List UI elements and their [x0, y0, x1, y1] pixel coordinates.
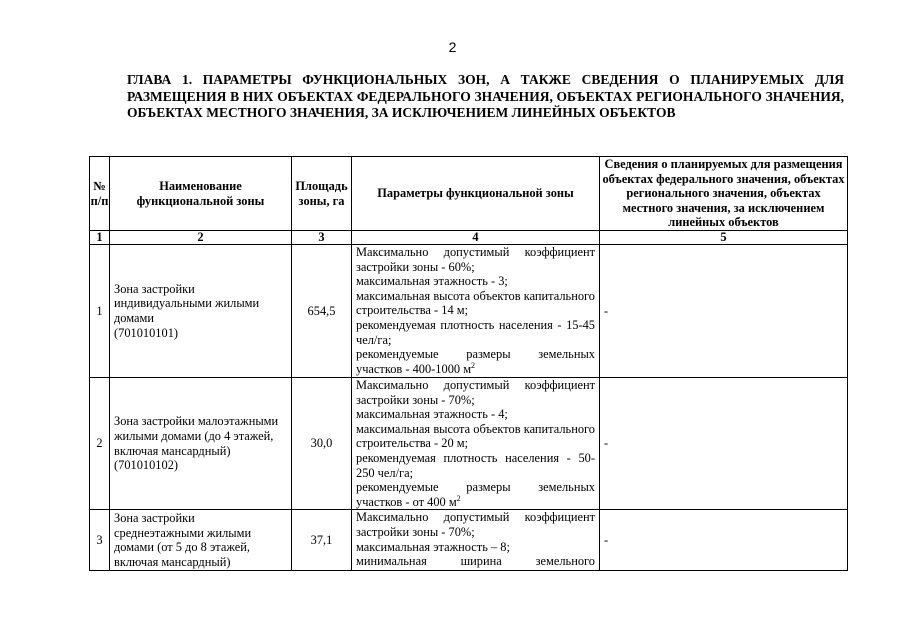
table-row — [90, 510, 848, 571]
planned-objects: - — [600, 510, 848, 571]
column-number: 5 — [600, 231, 848, 245]
page-number: 2 — [448, 39, 457, 55]
zone-area: 37,1 — [292, 510, 352, 571]
table-row — [90, 245, 848, 378]
zone-name-cell — [110, 378, 292, 510]
column-number: 1 — [90, 231, 110, 245]
zone-code: (701010101) — [114, 325, 179, 340]
parameter-line: минимальная ширина земельного — [356, 554, 595, 569]
zone-name: Зона застройки малоэтажными жилыми домами (до 4 этажей, включая мансардный) — [114, 414, 279, 458]
row-number: 3 — [90, 510, 110, 571]
zone-code: (701010102) — [114, 458, 179, 473]
zone-area: 30,0 — [292, 378, 352, 510]
zone-name: Зона застройки индивидуальными жилыми домами — [114, 281, 260, 325]
parameter-line: максимальная этажность - 4; — [356, 407, 508, 422]
functional-zones-table — [89, 156, 848, 571]
zone-parameters — [352, 245, 600, 378]
planned-objects: - — [600, 378, 848, 510]
header-num: № п/п — [90, 157, 110, 231]
header-parameters: Параметры функциональной зоны — [352, 157, 600, 231]
zone-name-cell — [110, 245, 292, 378]
zone-parameters — [352, 378, 600, 510]
table-header-row — [90, 157, 848, 231]
parameter-line: максимальная этажность - 3; — [356, 274, 508, 289]
parameter-line: максимальная высота объектов капитального строительства - 14 м; — [356, 288, 595, 318]
parameter-line: максимальная этажность – 8; — [356, 539, 510, 554]
superscript: 2 — [471, 360, 476, 370]
parameter-text: рекомендуемые размеры земельных участков - от 400 м — [356, 480, 595, 509]
parameter-line: рекомендуемая плотность населения - 50-250 чел/га; — [356, 450, 595, 480]
row-number: 2 — [90, 378, 110, 510]
parameter-line: рекомендуемая плотность населения - 15-45 чел/га; — [356, 317, 595, 347]
parameter-line — [356, 480, 595, 509]
header-zone-name: Наименование функциональной зоны — [110, 157, 292, 231]
header-planned-objects: Сведения о планируемых для размещения объектах федерального значения, объектах регионального значения, объектах местного значения, за исключением линейных объектов — [600, 157, 848, 231]
column-number: 3 — [292, 231, 352, 245]
parameter-line: максимальная высота объектов капитального строительства - 20 м; — [356, 421, 595, 451]
zone-parameters — [352, 510, 600, 571]
parameter-line: Максимально допустимый коэффициент застройки зоны - 70%; — [356, 378, 595, 407]
table-row — [90, 378, 848, 510]
superscript: 2 — [456, 493, 461, 503]
column-number-row — [90, 231, 848, 245]
column-number: 4 — [352, 231, 600, 245]
zone-area: 654,5 — [292, 245, 352, 378]
column-number: 2 — [110, 231, 292, 245]
parameter-line: Максимально допустимый коэффициент застройки зоны - 70%; — [356, 510, 595, 539]
zone-name: Зона застройки среднеэтажными жилыми домами (от 5 до 8 этажей, включая мансардный) — [110, 510, 292, 571]
parameter-text: рекомендуемые размеры земельных участков - 400-1000 м — [356, 347, 595, 376]
header-area: Площадь зоны, га — [292, 157, 352, 231]
row-number: 1 — [90, 245, 110, 378]
parameter-line — [356, 347, 595, 376]
parameter-line: Максимально допустимый коэффициент застройки зоны - 60%; — [356, 245, 595, 274]
chapter-heading: ГЛАВА 1. ПАРАМЕТРЫ ФУНКЦИОНАЛЬНЫХ ЗОН, А ТАКЖЕ СВЕДЕНИЯ О ПЛАНИРУЕМЫХ ДЛЯ РАЗМЕЩЕНИЯ В НИХ ОБЪЕКТАХ ФЕДЕРАЛЬНОГО ЗНАЧЕНИЯ, ОБЪЕКТАХ РЕГИОНАЛЬНОГО ЗНАЧЕНИЯ, ОБЪЕКТАХ МЕСТНОГО ЗНАЧЕНИЯ, ЗА ИСКЛЮЧЕНИЕМ ЛИНЕЙНЫХ ОБЪЕКТОВ — [127, 72, 844, 120]
planned-objects: - — [600, 245, 848, 378]
